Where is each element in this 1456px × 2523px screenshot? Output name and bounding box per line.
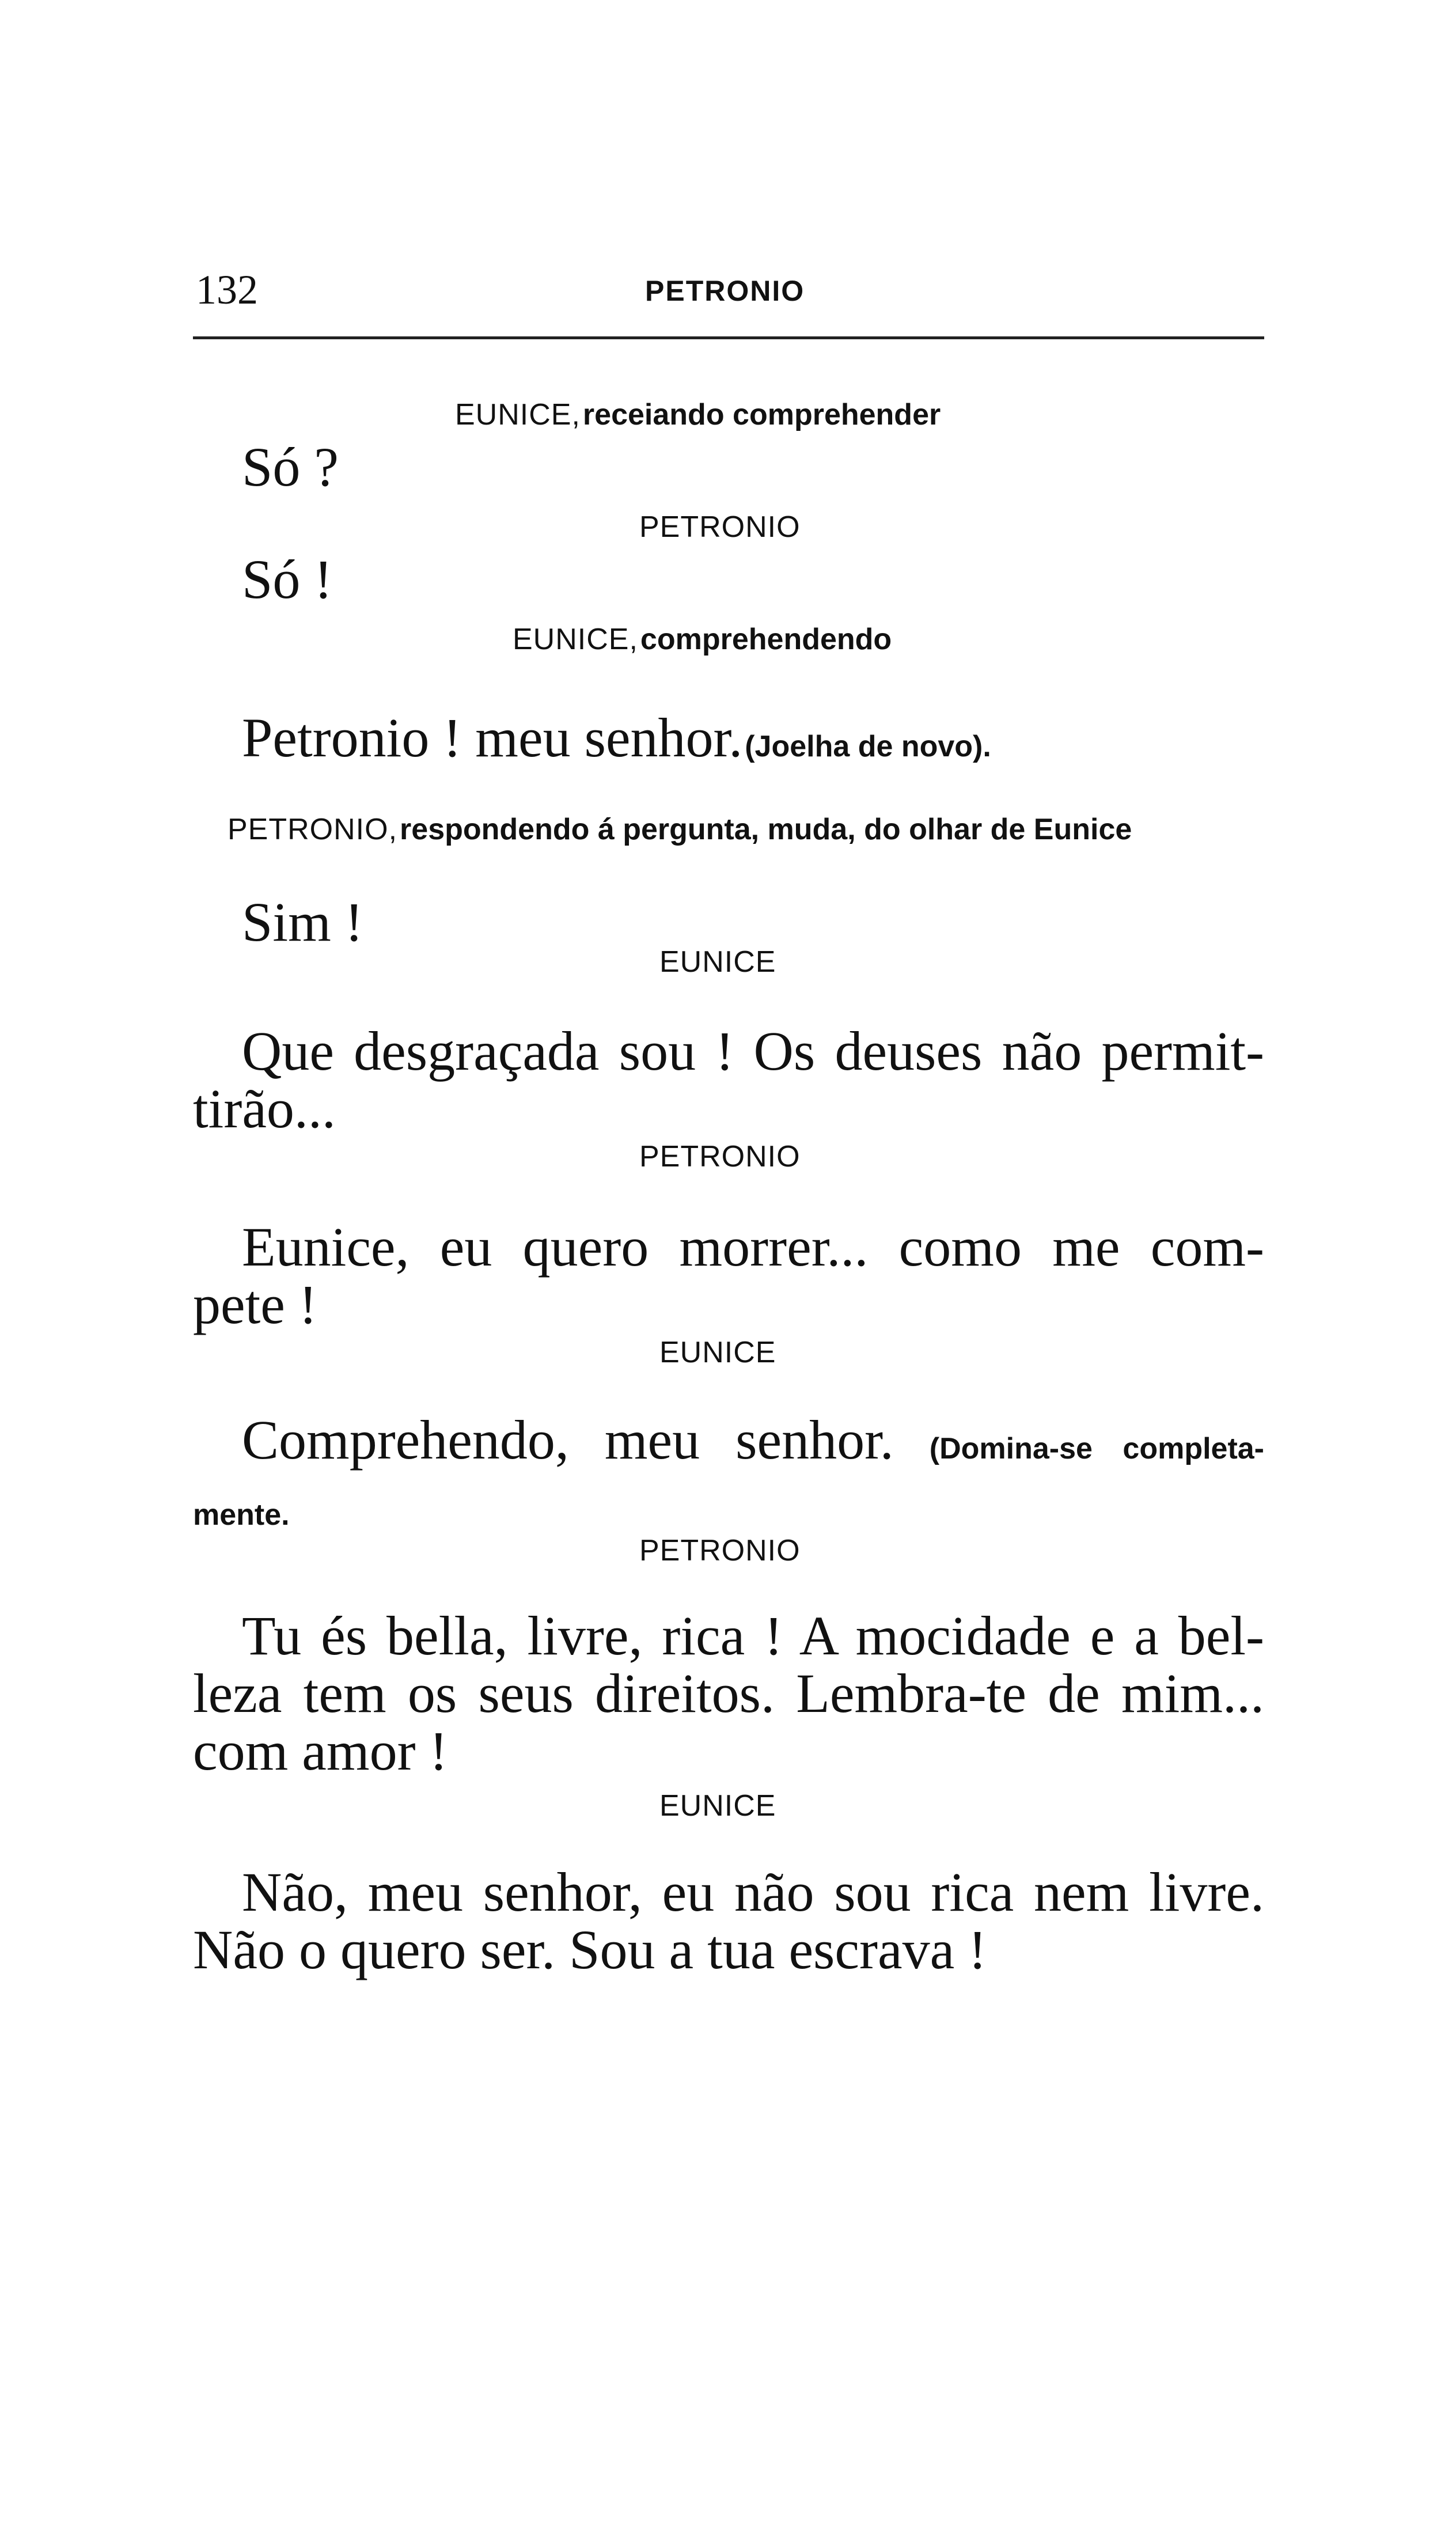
stage-direction: respondendo á pergunta, muda, do olhar de Eunice	[400, 813, 1132, 846]
dialogue-paragraph: Que desgraçada sou ! Os deuses não permit- tirão...	[193, 1020, 1264, 1139]
speaker-name: EUNICE,	[513, 623, 638, 656]
speaker-name: EUNICE	[659, 1336, 776, 1369]
stage-direction: receiando comprehender	[582, 398, 941, 431]
stage-direction: (Domina-se completa- mente.	[193, 1432, 1264, 1532]
speaker-heading	[513, 622, 892, 657]
dialogue-paragraph: Eunice, eu quero morrer... como me com- pete !	[193, 1216, 1264, 1335]
running-head: PETRONIO	[645, 275, 805, 307]
dialogue-paragraph	[193, 1411, 1264, 1544]
dialogue-paragraph: Tu és bella, livre, rica ! A mocidade e a bel- leza tem os seus direitos. Lembra-te de mim... com amor !	[193, 1605, 1264, 1782]
stage-direction: comprehendendo	[640, 623, 892, 656]
speaker-name: PETRONIO	[639, 1534, 801, 1567]
page-number: 132	[196, 267, 258, 313]
stage-direction: (Joelha de novo).	[745, 730, 991, 763]
dialogue-line: Só !	[242, 548, 333, 610]
dialogue-text: Comprehendo, meu senhor.	[242, 1409, 894, 1471]
speaker-name: PETRONIO	[639, 1140, 801, 1173]
dialogue-paragraph: Não, meu senhor, eu não sou rica nem livre. Não o quero ser. Sou a tua escrava !	[193, 1861, 1264, 1980]
speaker-name: EUNICE,	[455, 398, 581, 431]
dialogue-line: Só ?	[242, 436, 339, 498]
speaker-name: EUNICE	[659, 1789, 776, 1823]
speaker-heading	[455, 397, 941, 432]
header-rule	[193, 336, 1264, 339]
speaker-name: PETRONIO	[639, 510, 801, 544]
speaker-name: PETRONIO,	[227, 813, 398, 846]
speaker-name: EUNICE	[659, 945, 776, 979]
dialogue-text: Petronio ! meu senhor.	[242, 707, 743, 768]
dialogue-line: Sim !	[242, 891, 363, 953]
dialogue-line	[242, 706, 991, 770]
speaker-heading	[227, 812, 1132, 847]
